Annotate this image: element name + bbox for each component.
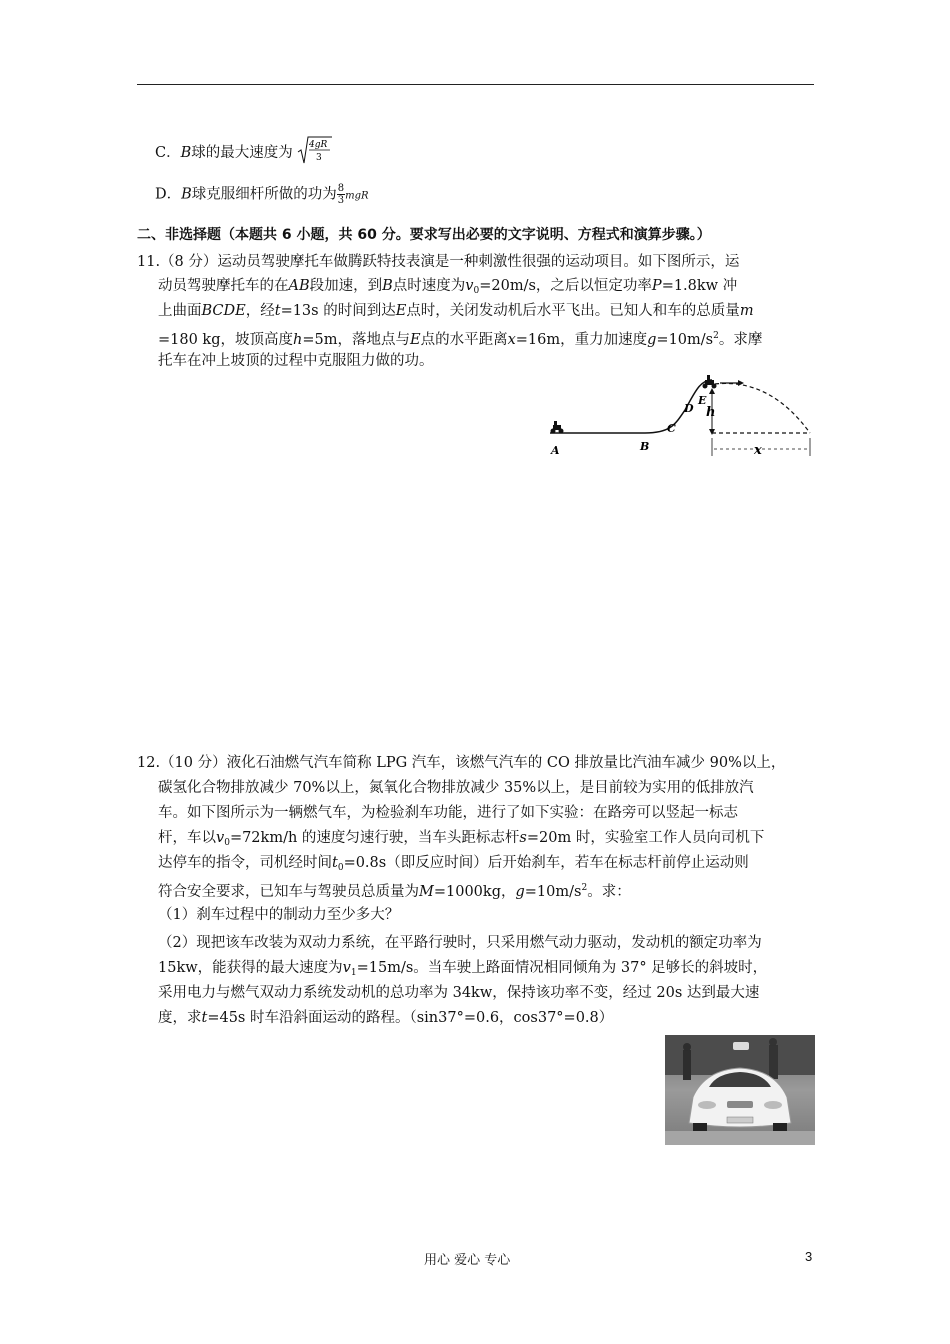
section-heading: 二、非选择题（本题共 6 小题，共 60 分。要求写出必要的文字说明、方程式和演算步骤。） [137, 227, 711, 243]
footer-text: 用心 爱心 专心 [424, 1253, 511, 1268]
label-d: D [684, 402, 694, 415]
option-d: D．B球克服细杆所做的功为 $\frac{8}{3}$ mgR [155, 183, 369, 206]
trajectory-dashed [715, 383, 810, 433]
page-number: 3 [805, 1249, 813, 1264]
sqrt-denominator: 3 [316, 153, 323, 163]
label-a: A [551, 444, 560, 457]
sqrt-expression [297, 135, 333, 171]
car-photo [665, 1035, 815, 1145]
label-x: x [754, 443, 762, 458]
option-c: C．B球的最大速度为 4gR 3 [155, 135, 333, 171]
label-b: B [640, 440, 650, 453]
motorcycle-jump-diagram [540, 370, 820, 462]
label-e: E [698, 394, 707, 407]
label-c: C [667, 422, 676, 435]
fraction: $\frac{8}{3}$ [337, 183, 345, 206]
label-h: h [706, 405, 716, 420]
motorcycle-icon-start [551, 421, 564, 434]
sqrt-symbol [297, 135, 333, 165]
sqrt-numerator: 4gR [309, 140, 328, 150]
header-rule [137, 84, 814, 85]
